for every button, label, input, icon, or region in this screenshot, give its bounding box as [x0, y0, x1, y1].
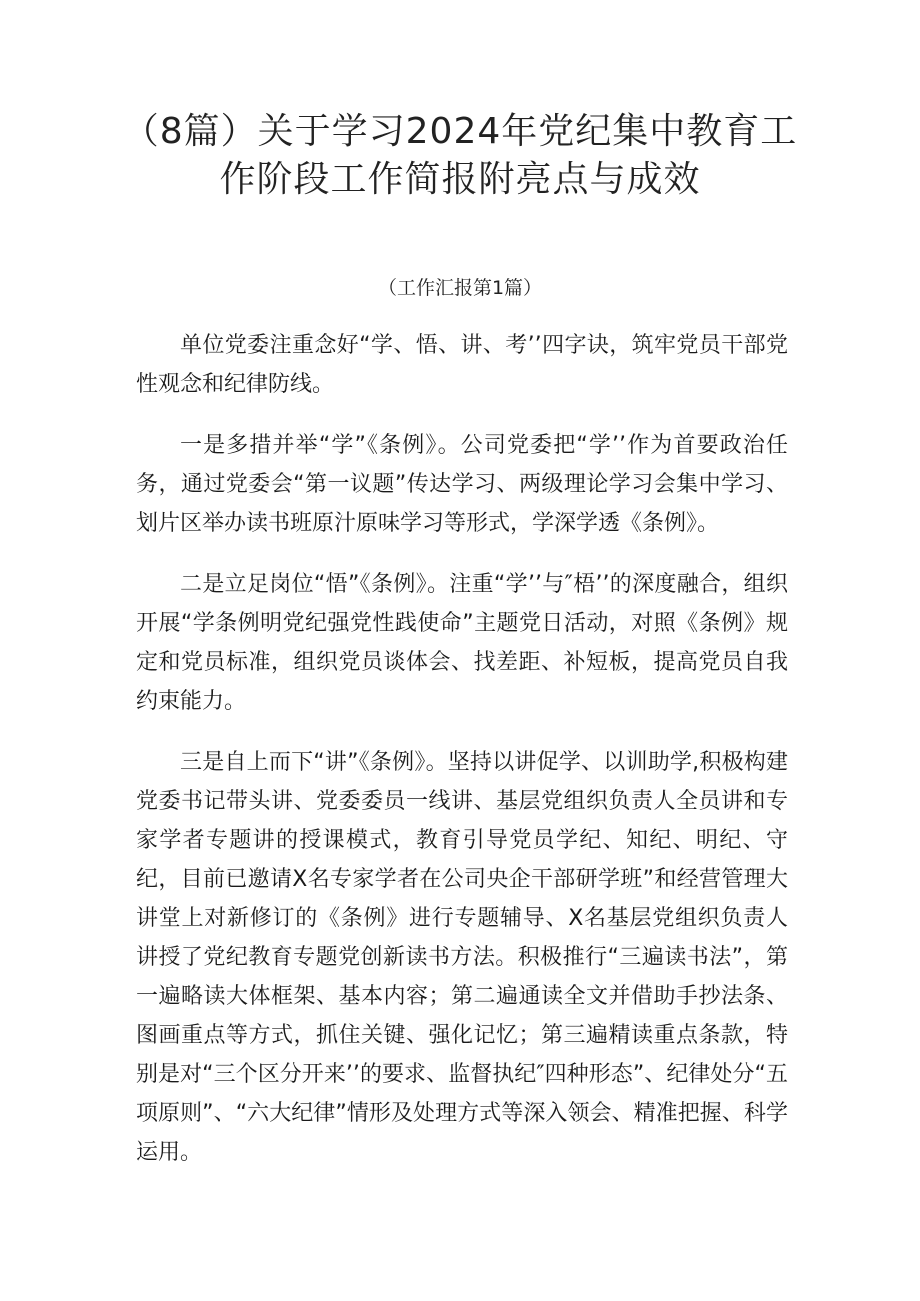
document-subtitle: （工作汇报第1篇）	[377, 277, 543, 299]
title-line-1: （8篇）关于学习2024年党纪集中教育工	[122, 111, 798, 152]
paragraph: 单位党委注重念好“学、悟、讲、考’’四字诀，筑牢党员干部党性观念和纪律防线。	[136, 333, 788, 397]
paragraph: 三是自上而下“讲”《条例》。坚持以讲促学、以训助学,积极构建党委书记带头讲、党委委员一线讲、基层党组织负责人全员讲和专家学者专题讲的授课模式，教育引导党员学纪、知纪、明纪、守纪，目前已邀请X名专家学者在公司央企干部研学班”和经营管理大讲堂上对新修订的《条例》进行专题辅导、X名基层党组织负责人讲授了党纪教育专题党创新读书方法。积极推行“三遍读书法”，第一遍略读大体框架、基本内容；第二遍通读全文并借助手抄法条、图画重点等方式，抓住关键、强化记忆；第三遍精读重点条款，特别是对“三个区分开来’’的要求、监督执纪″四种形态”、纪律处分“五项原则”、“六大纪律”情形及处理方式等深入领会、精准把握、科学运用。	[136, 750, 788, 1165]
title-line-2: 作阶段工作简报附亮点与成效	[219, 159, 701, 200]
paragraph: 二是立足岗位“悟”《条例》。注重“学’’与″梧’’的深度融合，组织开展“学条例明党纪强党性践使命”主题党日活动，对照《条例》规定和党员标准，组织党员谈体会、找差距、补短板，提高党员自我约束能力。	[136, 572, 788, 714]
document-title	[80, 108, 840, 204]
paragraph: 一是多措并举“学”《条例》。公司党委把“学’’作为首要政治任务，通过党委会“第一议题”传达学习、两级理论学习会集中学习、划片区举办读书班原汁原味学习等形式，学深学透《条例》。	[136, 433, 788, 536]
document-body	[136, 326, 788, 1194]
